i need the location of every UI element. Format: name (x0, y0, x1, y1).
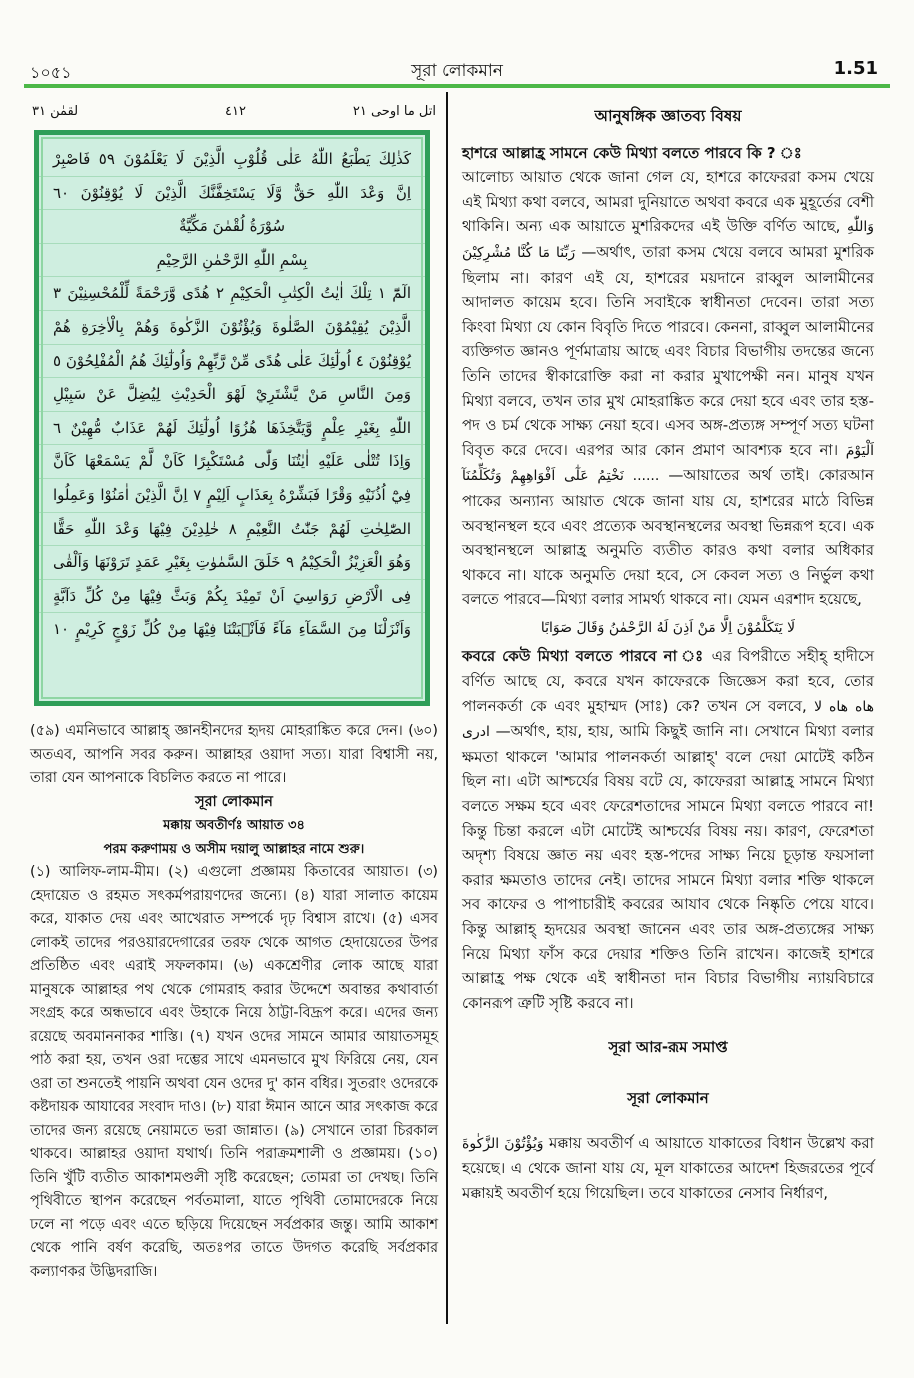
quran-line: اِنَّ وَعْدَ اللّٰهِ حَقٌّ وَّلَا يَسْتَخِفَّنَّكَ الَّذِيْنَ لَا يُوْقِنُوْنَ ٦٠ (39, 177, 425, 211)
subheading: কবরে কেউ মিথ্যা বলতে পারবে না ঃ (462, 647, 705, 666)
quran-line: اللّٰهِ بِغَيْرِ عِلْمٍ وَّيَتَّخِذَهَا هُزُوًا اُولٰٓئِكَ لَهُمْ عَذَابٌ مُّهِيْنٌ ٦ (39, 412, 425, 446)
arabic-quote: اَلْيَوْمَ نَخْتِمُ عَلٰٓى اَفْوَاهِهِمْ وَتُكَلِّمُنَآ ...... (462, 442, 874, 485)
page-number-right: 1.51 (833, 58, 878, 79)
quran-line: وَمِنَ النَّاسِ مَنْ يَّشْتَرِيْ لَهْوَ الْحَدِيْثِ لِيُضِلَّ عَنْ سَبِيْلِ (39, 378, 425, 412)
arabic-quote: لَا يَتَكَلَّمُوْنَ اِلَّا مَنْ اَذِنَ لَهُ الرَّحْمٰنُ وَقَالَ صَوَابًا (540, 619, 796, 636)
quran-line: الٓمّٓ ١ تِلْكَ اٰيٰتُ الْكِتٰبِ الْحَكِيْمِ ٢ هُدًى وَّرَحْمَةً لِّلْمُحْسِنِيْنَ ٣ (39, 277, 425, 311)
quran-line: يُوْقِنُوْنَ ٤ اُولٰٓئِكَ عَلٰى هُدًى مِّنْ رَّبِّهِمْ وَاُولٰٓئِكَ هُمُ الْمُفْلِحُوْنَ ٥ (39, 345, 425, 379)
translation-paragraph: (১) আলিফ-লাম-মীম। (২) এগুলো প্রজ্ঞাময় কিতাবের আয়াত। (৩) হেদায়েত ও রহমত সৎকর্মপরায়ণদের জন্যে। (৪) যারা সালাত কায়েম করে, যাকাত দেয় এবং আখেরাত সম্পর্কে দৃঢ় বিশ্বাস রাখে। (৫) এসব লোকই তাদের পরওয়ারদেগারের তরফ থেকে আগত হেদায়েতের উপর প্রতিষ্ঠিত এবং এরাই সফলকাম। (৬) একশ্রেণীর লোক আছে যারা মানুষকে আল্লাহর পথ থেকে গোমরাহ করার উদ্দেশে অবান্তর কথাবার্তা সংগ্রহ করে অন্ধভাবে এবং উহাকে নিয়ে ঠাট্টা-বিদ্রূপ করে। এদের জন্য রয়েছে অবমাননাকর শাস্তি। (৭) যখন ওদের সামনে আমার আয়াতসমূহ পাঠ করা হয়, তখন ওরা দম্ভের সাথে এমনভাবে মুখ ফিরিয়ে নেয়, যেন ওরা তা শুনতেই পায়নি অথবা যেন ওদের দু' কান বধির। সুতরাং ওদেরকে কষ্টদায়ক আযাবের সংবাদ দাও। (৮) যারা ঈমান আনে আর সৎকাজ করে তাদের জন্য রয়েছে নেয়ামতে ভরা জান্নাত। (৯) সেখানে তারা চিরকাল থাকবে। আল্লাহর ওয়াদা যথার্থ। তিনি পরাক্রমশালী ও প্রজ্ঞাময়। (১০) তিনি খুঁটি ব্যতীত আকাশমণ্ডলী সৃষ্টি করেছেন; তোমরা তা দেখছ। তিনি পৃথিবীতে স্থাপন করেছেন পর্বতমালা, যাতে পৃথিবী তোমাদেরকে নিয়ে ঢলে না পড়ে এবং এতে ছড়িয়ে দিয়েছেন সর্বপ্রকার জন্তু। আমি আকাশ থেকে পানি বর্ষণ করেছি, অতঃপর তাতে উদগত করেছি সর্বপ্রকার কল্যাণকর উদ্ভিদরাজি। (30, 864, 438, 1280)
commentary-paragraph (462, 1131, 874, 1206)
page-number-left: ১০৫১ (30, 63, 72, 82)
arabic-quote: هاه هاه لا ادرى (462, 698, 874, 741)
commentary-column (462, 104, 874, 1205)
quran-line: وَاَنْزَلْنَا مِنَ السَّمَآءِ مَآءً فَاَنْۢبَتْنَا فِيْهَا مِنْ كُلِّ زَوْجٍ كَرِيْمٍ ١٠ (53, 620, 411, 639)
surah-heading: সূরা লোকমান (627, 1088, 709, 1107)
arabic-quote: وَاللّٰهِ رَبِّنَا مَا كُنَّا مُشْرِكِيْنَ (462, 219, 874, 261)
commentary-text: —অর্থাৎ, তারা কসম খেয়ে বলবে আমরা মুশরিক ছিলাম না। কারণ এই যে, হাশরের ময়দানে রাব্বুল আলামীনের আদালত কায়েম হবে। তিনি সবাইকে স্বাধীনতা দেবেন। তারা সত্য কিংবা মিথ্যা যে কোন বিবৃতি দিতে পারবে। কেননা, রাব্বুল আলামীনের ব্যক্তিগত জ্ঞানও পূর্ণমাত্রায় আছে এবং বিচার বিভাগীয় তদন্তের জন্যে তিনি তাদের স্বীকারোক্তি করা না করার মুখাপেক্ষী নন। মানুষ যখন মিথ্যা বলবে, তখন তার মুখ মোহরাঙ্কিত করে দেয়া হবে এবং তার হস্ত-পদ ও চর্ম থেকে সাক্ষ্য নেয়া হবে। এসব অঙ্গ-প্রত্যঙ্গ সম্পূর্ণ সত্য ঘটনা বিবৃত করে দেবে। এরপর আর কোন প্রমাণ আবশ্যক হবে না। (462, 242, 874, 459)
arabic-quote: وَيُؤْتُوْنَ الزَّكٰوةَ (462, 1135, 544, 1152)
translation-paragraph: (৫৯) এমনিভাবে আল্লাহ্ জ্ঞানহীনদের হৃদয় মোহরাঙ্কিত করে দেন। (৬০) অতএব, আপনি সবর করুন। আল্লাহর ওয়াদা সত্য। যারা বিশ্বাসী নয়, তারা যেন আপনাকে বিচলিত করতে না পারে। (30, 723, 438, 786)
subheading: হাশরে আল্লাহ্র সামনে কেউ মিথ্যা বলতে পারবে কি ? ঃ (462, 143, 802, 162)
revelation-info: মক্কায় অবতীর্ণঃ আয়াত ৩৪ (163, 818, 305, 833)
commentary-text: মক্কায় অবতীর্ণ এ আয়াতে যাকাতের বিধান উল্লেখ করা হয়েছে। এ থেকে জানা যায় যে, মূল যাকাতের আদেশ হিজরতের পূর্বে মক্কায়ই অবতীর্ণ হয়ে গিয়েছিল। তবে যাকাতের নেসাব নির্ধারণ, (462, 1133, 874, 1202)
quran-line: كَذٰلِكَ يَطْبَعُ اللّٰهُ عَلٰى قُلُوْبِ الَّذِيْنَ لَا يَعْلَمُوْنَ ٥٩ فَاصْبِرْ (39, 143, 425, 177)
surah-title: সূরা লোকমান (195, 793, 273, 810)
mushaf-header-center: ٤١٢ (225, 104, 246, 119)
surah-end-note: সূরা আর-রূম সমাপ্ত (608, 1038, 728, 1057)
quran-line: فِيْٓ اُذُنَيْهِ وَقْرًا فَبَشِّرْهُ بِعَذَابٍ اَلِيْمٍ ٧ اِنَّ الَّذِيْنَ اٰمَنُوْا وَعَمِلُوا (39, 479, 425, 513)
translation-column (30, 720, 438, 1284)
section-title: আনুষঙ্গিক জ্ঞাতব্য বিষয় (594, 107, 742, 125)
quran-line: فِى الْاَرْضِ رَوَاسِيَ اَنْ تَمِيْدَ بِكُمْ وَبَثَّ فِيْهَا مِنْ كُلِّ دَآبَّةٍ (39, 580, 425, 614)
quran-line: وَاِذَا تُتْلٰى عَلَيْهِ اٰيٰتُنَا وَلّٰى مُسْتَكْبِرًا كَاَنْ لَّمْ يَسْمَعْهَا كَاَنَّ (39, 445, 425, 479)
column-divider (446, 92, 448, 1324)
mushaf-header-right: اتل ما اوحی ٢١ (352, 104, 436, 119)
bismillah-line: بِسْمِ اللّٰهِ الرَّحْمٰنِ الرَّحِيْمِ (39, 244, 425, 278)
quran-line: الصّٰلِحٰتِ لَهُمْ جَنّٰتُ النَّعِيْمِ ٨ خٰلِدِيْنَ فِيْهَا وَعْدَ اللّٰهِ حَقًّا (39, 513, 425, 547)
surah-banner: سُوْرَةُ لُقْمٰنَ مَكِّيَّةٌ (39, 210, 425, 244)
bismillah-translation: পরম করুণাময় ও অসীম দয়ালু আল্লাহর নামে শুরু। (103, 841, 365, 857)
commentary-text: এর বিপরীতে সহীহ্ হাদীসে বর্ণিত আছে যে, কবরে যখন কাফেরকে জিজ্ঞেস করা হবে, তোর পালনকর্তা কে এবং মুহাম্মদ (সাঃ) কে? তখন সে বলবে, (462, 647, 874, 715)
commentary-paragraph (462, 644, 874, 1015)
running-title: সূরা লোকমান (411, 61, 503, 81)
quran-line: الَّذِيْنَ يُقِيْمُوْنَ الصَّلٰوةَ وَيُؤْتُوْنَ الزَّكٰوةَ وَهُمْ بِالْاٰخِرَةِ هُمْ (39, 311, 425, 345)
quran-panel (34, 130, 430, 706)
commentary-text: —অর্থাৎ, হায়, হায়, আমি কিছুই জানি না। সেখানে মিথ্যা বলার ক্ষমতা থাকলে 'আমার পালনকর্তা আল্লাহ্' বলে দেয়া মোটেই কঠিন ছিল না। এটা আশ্চর্যের বিষয় বটে যে, কাফেররা আল্লাহ্র সামনে মিথ্যা বলতে সক্ষম হবে এবং ফেরেশতাদের সামনে মিথ্যা বলতে পারবে না! কিন্তু চিন্তা করলে এটা মোটেই আশ্চর্যের বিষয় নয়। কারণ, ফেরেশতা অদৃশ্য বিষয়ে জ্ঞাত নয় এবং হস্ত-পদের সাক্ষ্য নিয়ে চূড়ান্ত ফয়সালা করার ক্ষমতাও তাদের নেই। তাদের সামনে মিথ্যা বলার শক্তি থাকলে সব কাফের ও পাপাচারীই কবরের আযাব থেকে নিষ্কৃতি পেয়ে যাবে। কিন্তু আল্লাহ্ হৃদয়ের অবস্থা জানেন এবং তার অঙ্গ-প্রত্যঙ্গের সাক্ষ্য নিয়ে মিথ্যা ফাঁস করে দেয়ার শক্তিও তিনি রাখেন। কাজেই হাশরে আল্লাহ্র পক্ষ থেকে এই স্বাধীনতা দান বিচার বিভাগীয় ন্যায়বিচারে কোনরূপ ত্রুটি সৃষ্টি করবে না। (462, 722, 874, 1012)
quran-line: وَهُوَ الْعَزِيْزُ الْحَكِيْمُ ٩ خَلَقَ السَّمٰوٰتِ بِغَيْرِ عَمَدٍ تَرَوْنَهَا وَاَلْقٰى (39, 546, 425, 580)
commentary-paragraph (462, 165, 874, 612)
header-rule (24, 84, 890, 88)
commentary-text: আলোচ্য আয়াত থেকে জানা গেল যে, হাশরে কাফেররা কসম খেয়ে এই মিথ্যা কথা বলবে, আমরা দুনিয়াতে অথবা কবরে এক মুহূর্তের বেশী থাকিনি। অন্য এক আয়াতে মুশরিকদের এই উক্তি বর্ণিত আছে, (462, 168, 874, 236)
page-header (0, 0, 914, 90)
commentary-text: —আয়াতের অর্থ তাই। কোরআন পাকের অন্যান্য আয়াত থেকে জানা যায় যে, হাশরের মাঠে বিভিন্ন অবস্থানস্থল হবে এবং প্রত্যেক অবস্থানস্থলের অবস্থা ভিন্নরূপ হবে। এক অবস্থানস্থলে আল্লাহ্র অনুমতি ব্যতীত কারও কথা বলার অধিকার থাকবে না। যাকে অনুমতি দেয়া হবে, সে কেবল সত্য ও নির্ভুল কথা বলতে পারবে—মিথ্যা বলার সামর্থ্য থাকবে না। যেমন এরশাদ হয়েছে, (462, 466, 874, 609)
mushaf-header (32, 102, 436, 126)
mushaf-header-left: لقمٰن ٣١ (32, 104, 79, 119)
